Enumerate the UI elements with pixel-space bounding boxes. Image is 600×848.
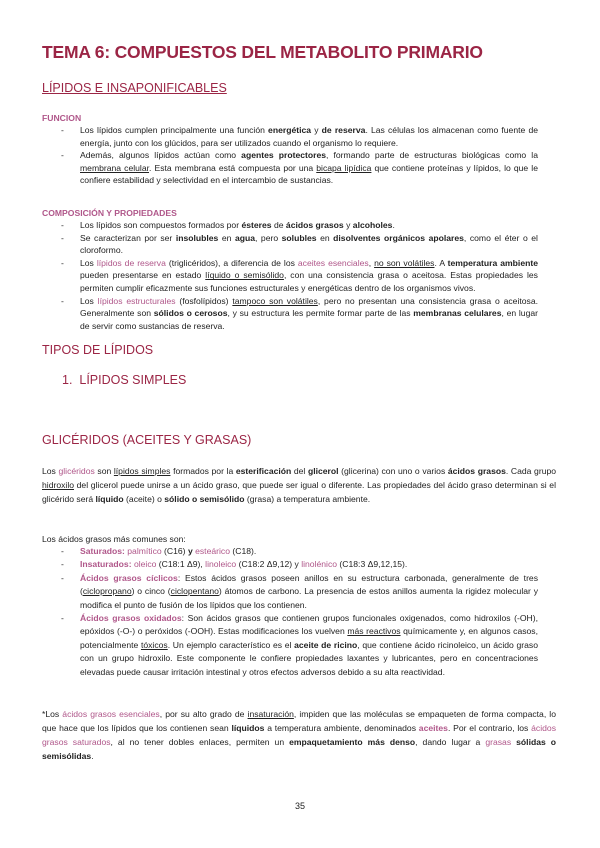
- acidos-item-saturados: - Saturados: palmítico (C16) y esteárico (C18).: [62, 545, 538, 558]
- acidos-item-ciclicos: - Ácidos grasos cíclicos: Estos ácidos grasos poseen anillos en su estructura carbonada, generalmente de tres (ciclopropano) o cinco (ciclopentano) átomos de carbono. La presencia de estos anillos aumenta la rigidez molecular y modifica el punto de fusión de los lípidos que los contienen.: [62, 572, 538, 612]
- composicion-item-2: - Se caracterizan por ser insolubles en agua, pero solubles en disolventes orgánicos apolares, como el éter o el cloroformo.: [62, 232, 538, 257]
- gliceridos-paragraph: Los glicéridos son lípidos simples formados por la esterificación del glicerol (glicerina) con uno o varios ácidos grasos. Cada grupo hidroxilo del glicerol puede unirse a un ácido graso, que puede ser igual o diferente. Las propiedades del ácido graso determinan si el glicérido será líquido (aceite) o sólido o semisólido (grasa) a temperatura ambiente.: [42, 466, 557, 504]
- acidos-list: [62, 545, 538, 679]
- section-heading-lipidos: LÍPIDOS E INSAPONIFICABLES: [42, 81, 227, 95]
- composicion-item-1: - Los lípidos son compuestos formados por ésteres de ácidos grasos y alcoholes.: [62, 219, 538, 232]
- heading-simples: 1. LÍPIDOS SIMPLES: [62, 373, 187, 387]
- acidos-item-oxidados: - Ácidos grasos oxidados: Son ácidos grasos que contienen grupos funcionales oxigenados, como hidroxilos (-OH), epóxidos (-O-) o peróxidos (-OOH). Estas modificaciones los vuelven más reactivos químicamente y, en algunos casos, potencialmente tóxicos. Un ejemplo característico es el aceite de ricino, que contiene ácido ricinoleico, un ácido graso con un grupo hidroxilo. Este componente le confiere propiedades laxantes y lubricantes, pero en concentraciones elevadas puede causar irritación intestinal y otros efectos adversos debido a su alta reactividad.: [62, 612, 538, 679]
- acidos-intro: Los ácidos grasos más comunes son:: [42, 534, 186, 544]
- funcion-list: [62, 124, 538, 187]
- nota-paragraph: *Los ácidos grasos esenciales, por su alto grado de insaturación, impiden que las moléculas se empaqueten de forma compacta, lo que hace que los lípidos que los contienen sean líquidos a temperatura ambiente, denominados aceites. Por el contrario, los ácidos grasos saturados, al no tener dobles enlaces, permiten un empaquetamiento más denso, dando lugar a grasas sólidas o semisólidas.: [42, 709, 557, 761]
- funcion-item-1: - Los lípidos cumplen principalmente una función energética y de reserva. Las células los almacenan como fuente de energía, junto con los glúcidos, para ser utilizados cuando el organismo lo requiere.: [62, 124, 538, 149]
- composicion-item-4: - Los lípidos estructurales (fosfolípidos) tampoco son volátiles, pero no presentan una consistencia grasa o aceitosa. Generalmente son sólidos o cerosos, y su estructura les permite formar parte de las membranas celulares, en lugar de servir como sustancias de reserva.: [62, 295, 538, 333]
- page-title: TEMA 6: COMPUESTOS DEL METABOLITO PRIMARIO: [42, 42, 483, 62]
- acidos-item-insaturados: - Insaturados: oleico (C18:1 Δ9), linoleico (C18:2 Δ9,12) y linolénico (C18:3 Δ9,12,15).: [62, 558, 538, 571]
- page-number: 35: [294, 801, 305, 811]
- heading-tipos: TIPOS DE LÍPIDOS: [42, 343, 154, 357]
- heading-funcion: FUNCION: [42, 113, 82, 123]
- funcion-item-2: - Además, algunos lípidos actúan como agentes protectores, formando parte de estructuras biológicas como la membrana celular. Esta membrana está compuesta por una bicapa lipídica que contiene proteínas y lípidos, lo que le confiere estabilidad y selectividad en el intercambio de sustancias.: [62, 149, 538, 187]
- composicion-item-3: - Los lípidos de reserva (triglicéridos), a diferencia de los aceites esenciales, no son volátiles. A temperatura ambiente pueden presentarse en estado líquido o semisólido, con una consistencia grasa o aceitosa. Estas propiedades les permiten cumplir eficazmente sus funciones estructurales y energéticas dentro de los organismos vivos.: [62, 257, 538, 295]
- heading-composicion: COMPOSICIÓN Y PROPIEDADES: [42, 208, 177, 218]
- heading-gliceridos: GLICÉRIDOS (ACEITES Y GRASAS): [42, 433, 252, 447]
- composicion-list: [62, 219, 538, 332]
